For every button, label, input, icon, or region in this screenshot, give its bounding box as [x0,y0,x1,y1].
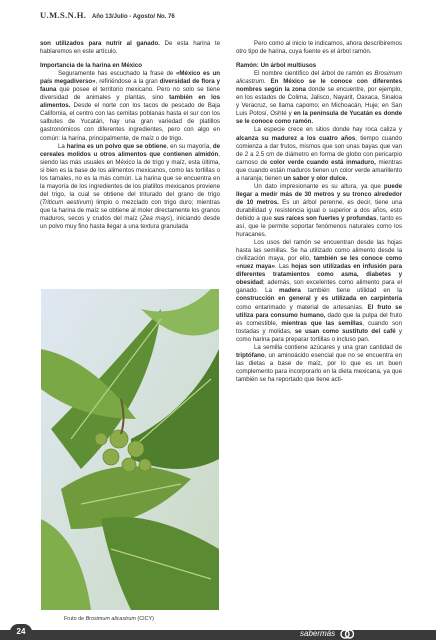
text-run: también en los alimentos. [40,94,220,110]
text-run: diversidad de flora y fauna [40,78,221,94]
section-heading-importance: Importancia de la harina en México [40,62,143,70]
text-run: también se les conoce como «nuez maya» [236,255,402,271]
text-run: como entarimado y material de artesanías. [236,303,368,311]
text-run: , tiempo cuando comienza a dar frutos, mismos que son unas bayas que van de 2 a 2.5 cm de diámetro en forma de globo con pericarpio carnoso de [236,134,402,166]
text-run: un sabor y olor dulce. [283,174,348,182]
text-run: mientras que las semillas [281,319,363,327]
text-run: El nombre científico del árbol de ramón es [254,70,375,78]
text-run: Fruto de [64,616,86,622]
footer-bar [0,630,436,640]
text-run: Es un árbol perenne, es decir, tiene una durabilidad y resistencia igual o superior a dos años, esto debido a que [236,198,403,222]
page-number: 24 [10,624,32,640]
text-run: Un dato impresionante es su altura, ya que [254,182,384,190]
text-run: triptófano [236,351,265,359]
section-heading-ramon: Ramón: Un árbol multiusos [236,62,317,70]
page-footer [0,624,436,640]
text-run: De esta harina te hablaremos en este artículo. [40,40,220,56]
right-paragraph-5 [236,239,402,344]
text-run: harina es un polvo que se obtiene [66,142,167,150]
text-run: dado que la pulpa del fruto es comestible, [236,311,402,327]
text-run: Brosimum alicastrum [236,70,402,86]
text-run: construcción en general y es utilizada en carpintería [236,295,402,303]
text-run: . [263,78,271,86]
text-run: «México es un país megadiverso» [40,70,221,86]
text-run: (CICY) [135,616,154,622]
text-run: ), iniciando desde un polvo muy fino hasta llegar a una textura granulada [40,214,220,231]
text-run: ) limpio o mezclado con trigo duro; mientras que la harina de maíz se obtiene al moler directamente los granos maduros, secos y crudos del maíz ( [40,198,220,222]
text-run: alcanza su madurez a los cuatro años [236,134,356,142]
text-run: de cereales molidos u otros alimentos que contienen almidón [40,142,221,158]
text-run: sus raíces son fuertes y profundas [273,214,377,222]
text-run: Los usos del ramón se encuentran desde las hojas hasta las semillas. Se ha utilizado como alimento desde la civilización maya, por ello, [236,239,402,263]
leaves-illustration [41,289,219,610]
text-run: también tiene utilidad en la [300,287,402,295]
text-run: , siendo las más usuales en México la de trigo y maíz, esta última, si bien es la base de los alimentos mexicanos, como las tortillas o los tamales, no es la más común. La harina que se encuentra en la mayoría de los ingredientes de los platillos mexicanos proviene del trigo, la cual se obtiene del triturado del grano de trigo ( [40,150,220,206]
left-paragraph-3 [40,143,220,232]
left-column [40,40,220,231]
text-run: , en su mayoría, [166,142,213,150]
text-run: madera [279,287,301,295]
text-run: La [58,142,67,150]
journal-brand: U.M.S.N.H. [40,10,87,20]
text-run: color verde cuando está inmaduro, [269,158,376,166]
logo-mark-icon [340,628,354,640]
text-run: donde se encuentre, por ejemplo, en los estados de Colima, Jalisco, Nayarit, Oaxaca, Sinaloa y Veracruz, se llama capomo; en Michoacán, Huje; en San Luis Potosí, Oshté y [236,86,402,118]
text-run: Brosimum alicastrum [85,616,136,622]
right-column [236,40,402,384]
brosimum-fruit-photo [41,289,219,610]
text-run: son utilizados para nutrir al ganado. [40,40,160,47]
text-run: El fruto se utiliza para consumo humano, [236,303,402,319]
left-paragraph-1 [40,40,220,56]
text-run: Seguramente has escuchado la frase de [58,70,177,78]
text-run: mientras que cuando están maduros tienen un color verde amarillento a naranja; tienen [236,158,402,182]
text-run: puede llegar a medir más de 30 metros y su tronco alrededor de 10 metros. [236,182,402,206]
text-run: Desde el norte con los tacos de pescado de Baja California, el centro con las cemitas poblanas hasta el sur con los salbutes de Yucatán, hay una gran variedad de platillos gastronómicos con diferentes ingredientes, pero con algo en común: la harina, principalmente, de maíz o de trigo. [40,102,220,142]
text-run: ; además, son excelentes como alimento para el ganado. La [236,279,402,295]
text-run: Zea mays [142,214,171,222]
text-run: Pero como al inicio te indicamos, ahora describiremos otro tipo de harina, cuya fuente es el árbol ramón. [236,40,402,56]
left-paragraph-2 [40,70,220,142]
photo-caption [64,616,244,622]
right-paragraph-2 [236,70,402,126]
text-run: , refiriéndose a la gran [95,78,160,86]
right-paragraph-4 [236,183,402,239]
text-run: que posee el territorio mexicano. Pero no solo se tiene diversidad de animales y plantas, sino [40,86,220,102]
text-run: La especie crece en sitios donde hay roca caliza y [254,126,402,134]
text-run: La semilla contiene azúcares y una gran cantidad de [254,343,402,351]
footer-logo-text: sabermás [300,629,336,638]
text-run: en la península de Yucatán es donde se le conoce como ramón. [236,110,402,126]
text-run: Triticum aestivum [42,198,92,206]
right-paragraph-6 [236,344,402,384]
text-run: se usan como sustituto del café [294,327,396,335]
text-run: . Las [274,263,292,271]
text-run: y como harina para preparar tortillas o incluso pan. [236,327,402,343]
text-run: , un aminoácido esencial que no se encuentra en las dietas a base de maíz, por lo que es un buen complemento para incorporarlo en la dieta mexicana, ya que también se ha reportado que tiene acti- [236,351,402,383]
right-paragraph-3 [236,126,402,182]
text-run: , tanto es así, que le permite soportar fenómenos naturales como los huracanes. [236,214,402,239]
text-run: hojas son utilizadas en infusión para diferentes tratamientos como asma, diabetes y obesidad [236,263,402,287]
text-run: , cuando son tostadas y molidas, [236,319,402,335]
right-paragraph-1 [236,40,402,56]
text-run: En México se le conoce con diferentes nombres según la zona [236,78,402,94]
issue-info: Año 13/Julio - Agosto/ No. 76 [91,14,175,20]
running-header [40,10,175,20]
